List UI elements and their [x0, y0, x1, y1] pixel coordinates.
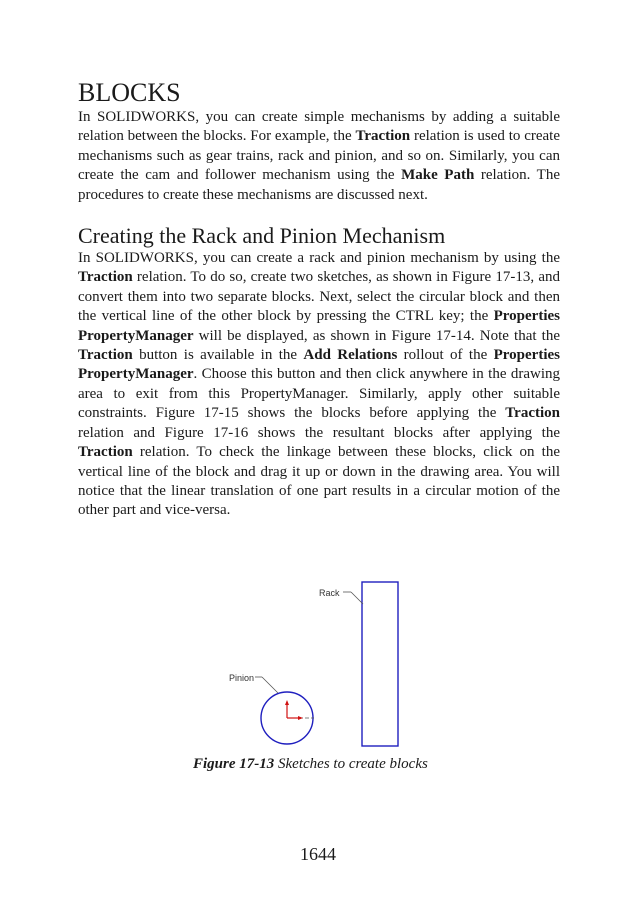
text-run: relation. To do so, create two sketches, as shown in Figure 17-13, and convert them into two separate blocks. Next, select the circular block and then the vertical line of the other block by pressing the CTRL key; the — [78, 269, 560, 325]
bold-term: Traction — [78, 269, 133, 286]
text-run: relation. To check the linkage between these blocks, click on the vertical line of the block and drag it up or down in the drawing area. You will notice that the linear translation of one part results in a circular motion of the other part and vice-versa. — [78, 444, 560, 519]
text-run: relation. The procedures to create these mechanisms are discussed next. — [78, 167, 560, 203]
text-run: rollout of the — [397, 347, 494, 364]
bold-term: Traction — [505, 405, 560, 422]
text-run: In SOLIDWORKS, you can create simple mechanisms by adding a suitable relation between the blocks. For example, the — [78, 109, 560, 145]
bold-term: Traction — [78, 444, 133, 461]
bold-term: Add Relations — [303, 347, 398, 364]
figure-caption — [193, 756, 428, 773]
origin-arrow-up-icon — [285, 700, 289, 705]
pinion-leader-line-2 — [262, 677, 278, 693]
bold-term: Traction — [355, 128, 411, 145]
text-run: In SOLIDWORKS, you can create a rack and pinion mechanism by using the — [78, 250, 560, 267]
bold-term: Make Path — [401, 167, 475, 184]
figure-caption-text: Sketches to create blocks — [274, 756, 428, 772]
page-number: 1644 — [300, 844, 336, 864]
text-run: relation is used to create mechanisms such as gear trains, rack and pinion, and so on. Similarly, you can create the cam and follower mechanism using the — [78, 128, 560, 184]
bold-term: Traction — [78, 347, 133, 364]
rack-sketch — [362, 582, 398, 746]
text-run: button is available in the — [132, 347, 304, 364]
text-run: . Choose this button and then click anywhere in the drawing area to exit from this PropertyManager. Similarly, apply other suitable constraints. Figure 17-15 shows the blocks before applying the — [78, 366, 560, 422]
text-run: relation and Figure 17-16 shows the resultant blocks after applying the — [78, 424, 560, 441]
bold-term: Properties PropertyManager — [78, 347, 560, 383]
rack-label: Rack — [319, 588, 340, 598]
pinion-label: Pinion — [229, 673, 255, 683]
origin-arrow-right-icon — [298, 716, 303, 720]
rack-leader-line-2 — [351, 592, 363, 604]
bold-term: Properties PropertyManager — [78, 308, 560, 344]
section-heading-blocks: BLOCKS — [78, 78, 181, 107]
section-heading-rack-pinion: Creating the Rack and Pinion Mechanism — [78, 223, 446, 249]
figure-caption-number: Figure 17-13 — [193, 756, 275, 772]
text-run: will be displayed, as shown in Figure 17-14. Note that the — [193, 327, 560, 344]
